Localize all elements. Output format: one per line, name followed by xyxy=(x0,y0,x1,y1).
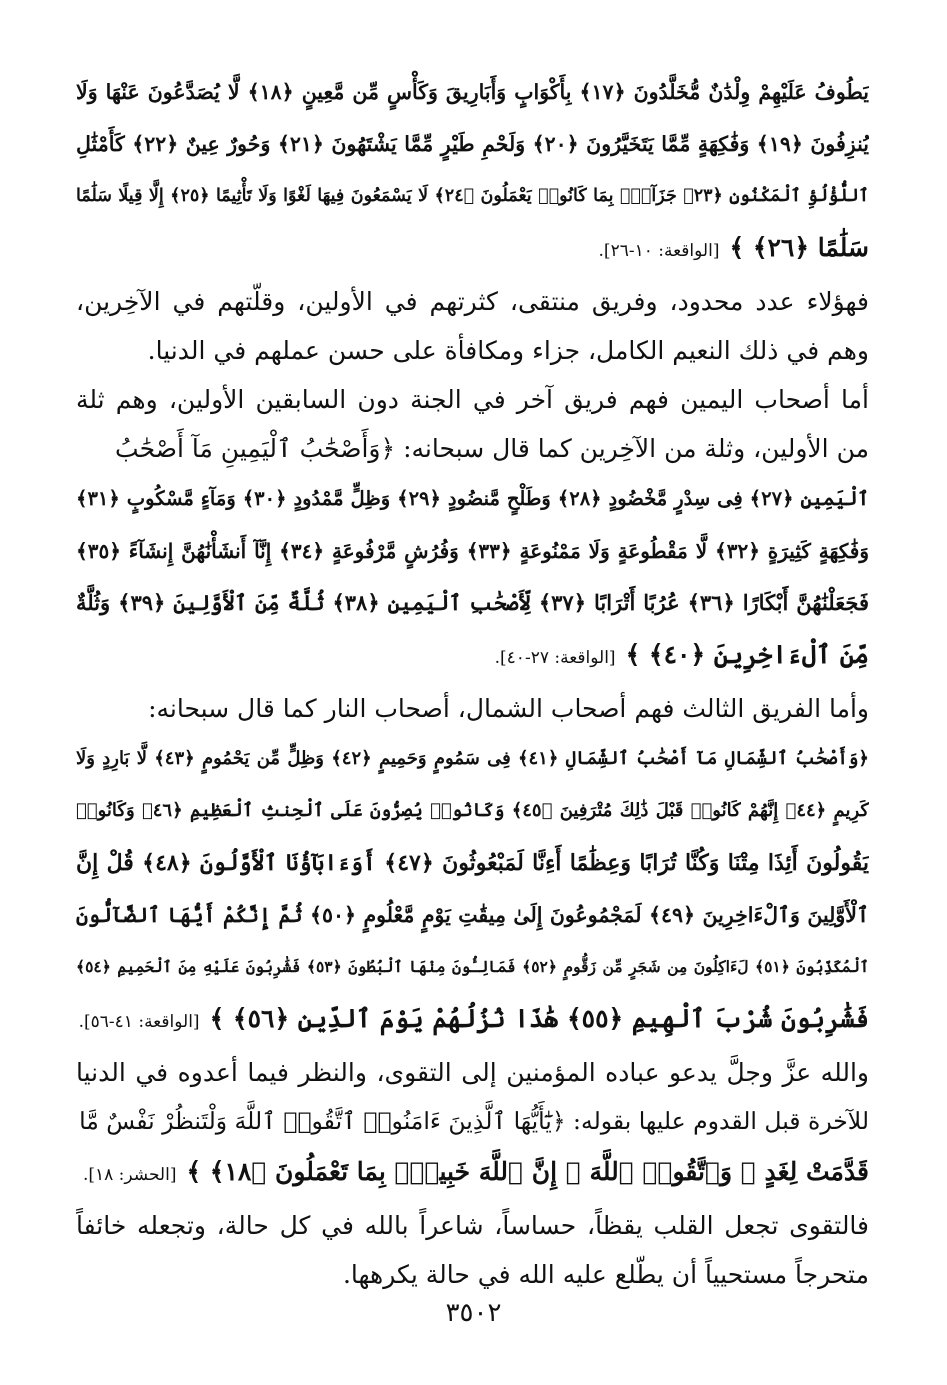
verse-line xyxy=(76,629,869,684)
line-text: والله عزَّ وجلَّ يدعو عباده المؤمنين إلى التقوى، والنظر فيما أعدوه في الدنيا xyxy=(76,1058,869,1087)
verse-line xyxy=(76,66,869,118)
quran-verse-block xyxy=(76,733,869,1048)
line-text: مِّنَ ٱلْءَاخِرِينَ ﴿٤٠﴾ ﴾ xyxy=(625,640,869,669)
text-line xyxy=(76,684,869,733)
line-text: ٱلْأَوَّلِينَ وَٱلْءَاخِرِينَ ﴿٤٩﴾ لَمَجْمُوعُونَ إِلَىٰ مِيقَٰتِ يَوْمٍ مَّعْلُومٍ ﴿٥٠﴾ ثُمَّ إِنَّكُمْ أَيُّهَا ٱلضَّآلُّونَ xyxy=(76,903,869,927)
verse-reference: [الواقعة: ٤١-٥٦]. xyxy=(78,1012,200,1032)
verse-reference: [الواقعة: ١٠-٢٦]. xyxy=(598,241,720,261)
prose-paragraph xyxy=(76,1048,869,1146)
line-text: يُنزِفُونَ ﴿١٩﴾ وَفَٰكِهَةٍ مِّمَّا يَتَخَيَّرُونَ ﴿٢٠﴾ وَلَحْمِ طَيْرٍ مِّمَّا يَشْتَهُونَ ﴿٢١﴾ وَحُورٌ عِينٌ ﴿٢٢﴾ كَأَمْثَٰلِ xyxy=(76,132,869,156)
text-line xyxy=(76,424,869,473)
line-text: سَلَٰمًا ﴿٢٦﴾ ﴾ xyxy=(729,233,869,262)
page-number: ٣٥٠٢ xyxy=(445,1298,502,1328)
text-line xyxy=(76,1250,869,1299)
verse-line xyxy=(76,889,869,941)
prose-paragraph xyxy=(76,1201,869,1299)
prose-paragraph xyxy=(76,684,869,733)
line-text: يَقُولُونَ أَئِذَا مِتْنَا وَكُنَّا تُرَابًا وَعِظَٰمًا أَءِنَّا لَمَبْعُوثُونَ ﴿٤٧﴾ أَوَءَابَآؤُنَا ٱلْأَوَّلُونَ ﴿٤٨﴾ قُلْ إِنَّ xyxy=(76,850,869,876)
line-text: وَفَٰكِهَةٍ كَثِيرَةٍ ﴿٣٢﴾ لَّا مَقْطُوعَةٍ وَلَا مَمْنُوعَةٍ ﴿٣٣﴾ وَفُرُشٍ مَّرْفُوعَةٍ ﴿٣٤﴾ إِنَّآ أَنشَأْنَٰهُنَّ إِنشَآءً ﴿٣٥﴾ xyxy=(76,539,869,563)
verse-line xyxy=(76,785,869,837)
text-line xyxy=(76,1201,869,1250)
prose-paragraph xyxy=(76,375,869,473)
verse-reference: [الواقعة: ٢٧-٤٠]. xyxy=(494,648,616,668)
text-line xyxy=(76,326,869,375)
line-text: ٱللُّؤْلُؤِ ٱلْمَكْنُونِ ﴿٢٣﴾ جَزَآءًۢ بِمَا كَانُوا۟ يَعْمَلُونَ ﴿٢٤﴾ لَا يَسْمَعُونَ فِيهَا لَغْوًا وَلَا تَأْثِيمًا ﴿٢٥﴾ إِلَّا قِيلًا سَلَٰمًا xyxy=(76,186,869,206)
verse-line xyxy=(76,1146,869,1201)
verse-line xyxy=(76,941,869,993)
verse-line xyxy=(76,837,869,889)
line-text: قَدَّمَتْ لِغَدٍ ۖ وَٱتَّقُوا۟ ٱللَّهَ ۚ إِنَّ ٱللَّهَ خَبِيرٌۢ بِمَا تَعْمَلُونَ ﴿١٨﴾ ﴾ xyxy=(186,1157,869,1186)
text-line xyxy=(76,277,869,326)
line-text: فالتقوى تجعل القلب يقظاً، حساساً، شاعراً بالله في كل حالة، وتجعله خائفاً xyxy=(76,1211,869,1240)
verse-line xyxy=(76,170,869,222)
verse-line xyxy=(76,733,869,785)
line-text: أما أصحاب اليمين فهم فريق آخر في الجنة دون السابقين الأولين، وهم ثلة xyxy=(76,385,869,414)
line-text: فهؤلاء عدد محدود، وفريق منتقى، كثرتهم في الأولين، وقلّتهم في الآخِرين، xyxy=(76,287,869,316)
verse-line xyxy=(76,473,869,525)
verse-line xyxy=(76,222,869,277)
line-text: كَرِيمٍ ﴿٤٤﴾ إِنَّهُمْ كَانُوا۟ قَبْلَ ذَٰلِكَ مُتْرَفِينَ ﴿٤٥﴾ وَكَانُوا۟ يُصِرُّونَ عَلَى ٱلْحِنثِ ٱلْعَظِيمِ ﴿٤٦﴾ وَكَانُوا۟ xyxy=(76,800,869,821)
text-line xyxy=(76,375,869,424)
line-text: متحرجاً مستحيياً أن يطّلع عليه الله في حالة يكرهها. xyxy=(342,1260,869,1289)
line-text: للآخرة قبل القدوم عليها بقوله: ﴿يَٰٓأَيُّهَا ٱلَّذِينَ ءَامَنُوا۟ ٱتَّقُوا۟ ٱللَّهَ وَلْتَنظُرْ نَفْسٌ مَّا xyxy=(79,1107,869,1135)
verse-reference: [الحشر: ١٨]. xyxy=(82,1165,177,1185)
verse-line xyxy=(76,993,869,1048)
verse-line xyxy=(76,118,869,170)
page-body xyxy=(76,66,869,1299)
line-text: ﴿وَأَصْحَٰبُ ٱلشِّمَالِ مَآ أَصْحَٰبُ ٱلشِّمَالِ ﴿٤١﴾ فِى سَمُومٍ وَحَمِيمٍ ﴿٤٢﴾ وَظِلٍّ مِّن يَحْمُومٍ ﴿٤٣﴾ لَّا بَارِدٍ وَلَا xyxy=(76,748,869,769)
verse-line xyxy=(76,525,869,577)
prose-paragraph xyxy=(76,277,869,375)
line-text: وهم في ذلك النعيم الكامل، جزاء ومكافأة على حسن عملهم في الدنيا. xyxy=(147,336,869,365)
line-text: وأما الفريق الثالث فهم أصحاب الشمال، أصحاب النار كما قال سبحانه: xyxy=(148,694,869,723)
quran-verse-block xyxy=(76,1146,869,1201)
line-text: فَشَٰرِبُونَ شُرْبَ ٱلْهِيمِ ﴿٥٥﴾ هَٰذَا نُزُلُهُمْ يَوْمَ ٱلدِّينِ ﴿٥٦﴾ ﴾ xyxy=(209,1004,869,1033)
line-text: من الأولين، وثلة من الآخِرين كما قال سبحانه: ﴿وَأَصْحَٰبُ ٱلْيَمِينِ مَآ أَصْحَٰبُ xyxy=(115,434,869,463)
text-line xyxy=(76,1097,869,1146)
quran-verse-block xyxy=(76,66,869,277)
verse-line xyxy=(76,577,869,629)
text-line xyxy=(76,1048,869,1097)
line-text: يَطُوفُ عَلَيْهِمْ وِلْدَٰنٌ مُّخَلَّدُونَ ﴿١٧﴾ بِأَكْوَابٍ وَأَبَارِيقَ وَكَأْسٍ مِّن مَّعِينٍ ﴿١٨﴾ لَّا يُصَدَّعُونَ عَنْهَا وَلَا xyxy=(76,80,869,104)
quran-verse-block xyxy=(76,473,869,684)
line-text: ٱلْمُكَذِّبُونَ ﴿٥١﴾ لَءَاكِلُونَ مِن شَجَرٍ مِّن زَقُّومٍ ﴿٥٢﴾ فَمَالِـُٔونَ مِنْهَا ٱلْبُطُونَ ﴿٥٣﴾ فَشَٰرِبُونَ عَلَيْهِ مِنَ ٱلْحَمِيمِ ﴿٥٤﴾ xyxy=(76,957,869,976)
line-text: فَجَعَلْنَٰهُنَّ أَبْكَارًا ﴿٣٦﴾ عُرُبًا أَتْرَابًا ﴿٣٧﴾ لِّأَصْحَٰبِ ٱلْيَمِينِ ﴿٣٨﴾ ثُلَّةٌ مِّنَ ٱلْأَوَّلِينَ ﴿٣٩﴾ وَثُلَّةٌ xyxy=(76,590,869,615)
line-text: ٱلْيَمِينِ ﴿٢٧﴾ فِى سِدْرٍ مَّخْضُودٍ ﴿٢٨﴾ وَطَلْحٍ مَّنضُودٍ ﴿٢٩﴾ وَظِلٍّ مَّمْدُودٍ ﴿٣٠﴾ وَمَآءٍ مَّسْكُوبٍ ﴿٣١﴾ xyxy=(76,487,869,510)
